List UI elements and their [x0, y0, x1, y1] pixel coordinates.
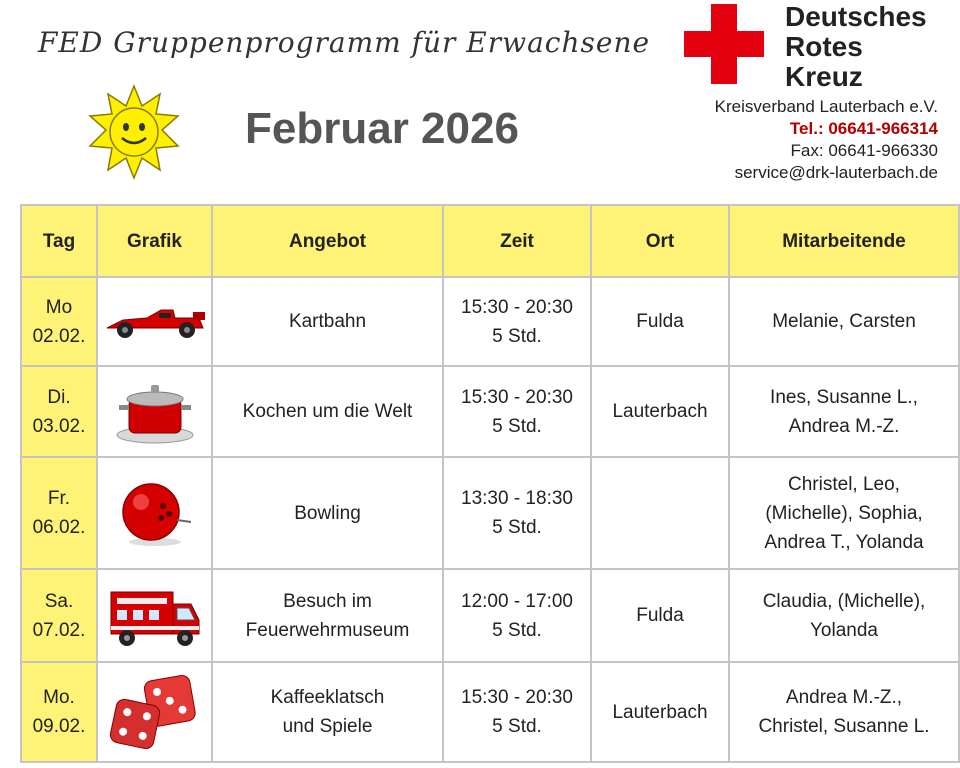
staff-cell: [729, 569, 959, 662]
graphic-cell: [97, 662, 212, 762]
offer-line: Kartbahn: [288, 311, 367, 332]
place-cell: Fulda: [591, 277, 729, 366]
offer-cell: [212, 457, 443, 569]
time-cell: [443, 662, 591, 762]
date: 03.02.: [32, 415, 86, 437]
red-cross-logo: [684, 4, 764, 84]
fire-truck-icon: [107, 582, 203, 650]
staff-cell: [729, 366, 959, 457]
column-header-ort: Ort: [591, 205, 729, 277]
offer-cell: [212, 277, 443, 366]
fax-number: Fax: 06641-966330: [790, 141, 938, 160]
offer-line: Kochen um die Welt: [242, 401, 413, 422]
offer-cell: [212, 366, 443, 457]
time-cell: [443, 366, 591, 457]
duration: 5 Std.: [492, 517, 542, 538]
graphic-cell: [97, 277, 212, 366]
duration: 5 Std.: [492, 716, 542, 737]
staff-line: Andrea T., Yolanda: [764, 531, 924, 553]
organization-name-line: Deutsches: [785, 1, 927, 32]
offer-cell: [212, 569, 443, 662]
weekday: Sa.: [44, 590, 74, 612]
time-cell: [443, 569, 591, 662]
staff-cell: [729, 457, 959, 569]
column-header-angebot: Angebot: [212, 205, 443, 277]
place-cell: [591, 457, 729, 569]
date: 06.02.: [32, 517, 86, 538]
organization-name-line: Kreuz: [785, 61, 863, 92]
email-address: service@drk-lauterbach.de: [734, 163, 938, 182]
staff-line: Melanie, Carsten: [772, 311, 916, 332]
place-cell: Lauterbach: [591, 662, 729, 762]
staff-line: Ines, Susanne L.,: [770, 386, 918, 408]
table-row: [21, 366, 959, 457]
table-row: [21, 457, 959, 569]
branch-name: Kreisverband Lauterbach e.V.: [714, 97, 938, 116]
staff-line: Christel, Susanne L.: [758, 716, 930, 737]
table-row: [21, 569, 959, 662]
graphic-cell: [97, 569, 212, 662]
staff-line: Yolanda: [810, 619, 878, 641]
weekday: Mo: [45, 296, 73, 318]
time-range: 15:30 - 20:30: [461, 687, 573, 708]
duration: 5 Std.: [492, 325, 542, 347]
table-row: [21, 662, 959, 762]
staff-cell: [729, 277, 959, 366]
organization-name-line: Rotes: [785, 31, 863, 62]
offer-cell: [212, 662, 443, 762]
duration: 5 Std.: [492, 619, 542, 641]
staff-line: (Michelle), Sophia,: [765, 502, 923, 524]
program-title: FED Gruppenprogramm für Erwachsene: [38, 26, 651, 59]
offer-line: Kaffeeklatsch: [270, 687, 385, 708]
cooking-pot-icon: [115, 379, 195, 445]
date: 02.02.: [32, 325, 86, 347]
time-range: 13:30 - 18:30: [461, 488, 573, 509]
offer-line: Feuerwehrmuseum: [245, 619, 410, 641]
sun-icon: [86, 84, 182, 180]
place-cell: Lauterbach: [591, 366, 729, 457]
time-cell: [443, 277, 591, 366]
contact-block: [715, 96, 938, 184]
table-row: [21, 277, 959, 366]
race-car-icon: [103, 302, 207, 342]
staff-line: Claudia, (Michelle),: [762, 590, 926, 612]
day-cell: [21, 662, 97, 762]
place-cell: Fulda: [591, 569, 729, 662]
graphic-cell: [97, 366, 212, 457]
day-cell: [21, 457, 97, 569]
time-range: 12:00 - 17:00: [461, 590, 573, 612]
organization-name: [785, 2, 927, 92]
weekday: Fr.: [47, 488, 71, 509]
program-table: [20, 204, 960, 763]
bowling-ball-icon: [115, 476, 195, 550]
date: 09.02.: [32, 716, 86, 737]
staff-line: Andrea M.-Z.: [788, 415, 900, 437]
column-header-mitarbeitende: Mitarbeitende: [729, 205, 959, 277]
offer-line: und Spiele: [282, 716, 373, 737]
day-cell: [21, 366, 97, 457]
month-title: Februar 2026: [245, 104, 519, 153]
column-header-grafik: Grafik: [97, 205, 212, 277]
time-cell: [443, 457, 591, 569]
time-range: 15:30 - 20:30: [461, 296, 573, 318]
staff-cell: [729, 662, 959, 762]
dice-icon: [105, 672, 205, 752]
staff-line: Christel, Leo,: [788, 473, 900, 495]
duration: 5 Std.: [492, 415, 542, 437]
column-header-zeit: Zeit: [443, 205, 591, 277]
table-header-row: [21, 205, 959, 277]
time-range: 15:30 - 20:30: [461, 386, 573, 408]
phone-number: Tel.: 06641-966314: [789, 119, 938, 138]
column-header-tag: Tag: [21, 205, 97, 277]
weekday: Di.: [47, 386, 71, 408]
offer-line: Bowling: [294, 502, 361, 524]
day-cell: [21, 277, 97, 366]
offer-line: Besuch im: [283, 590, 372, 612]
date: 07.02.: [32, 619, 86, 641]
day-cell: [21, 569, 97, 662]
weekday: Mo.: [43, 687, 75, 708]
graphic-cell: [97, 457, 212, 569]
staff-line: Andrea M.-Z.,: [785, 687, 903, 708]
